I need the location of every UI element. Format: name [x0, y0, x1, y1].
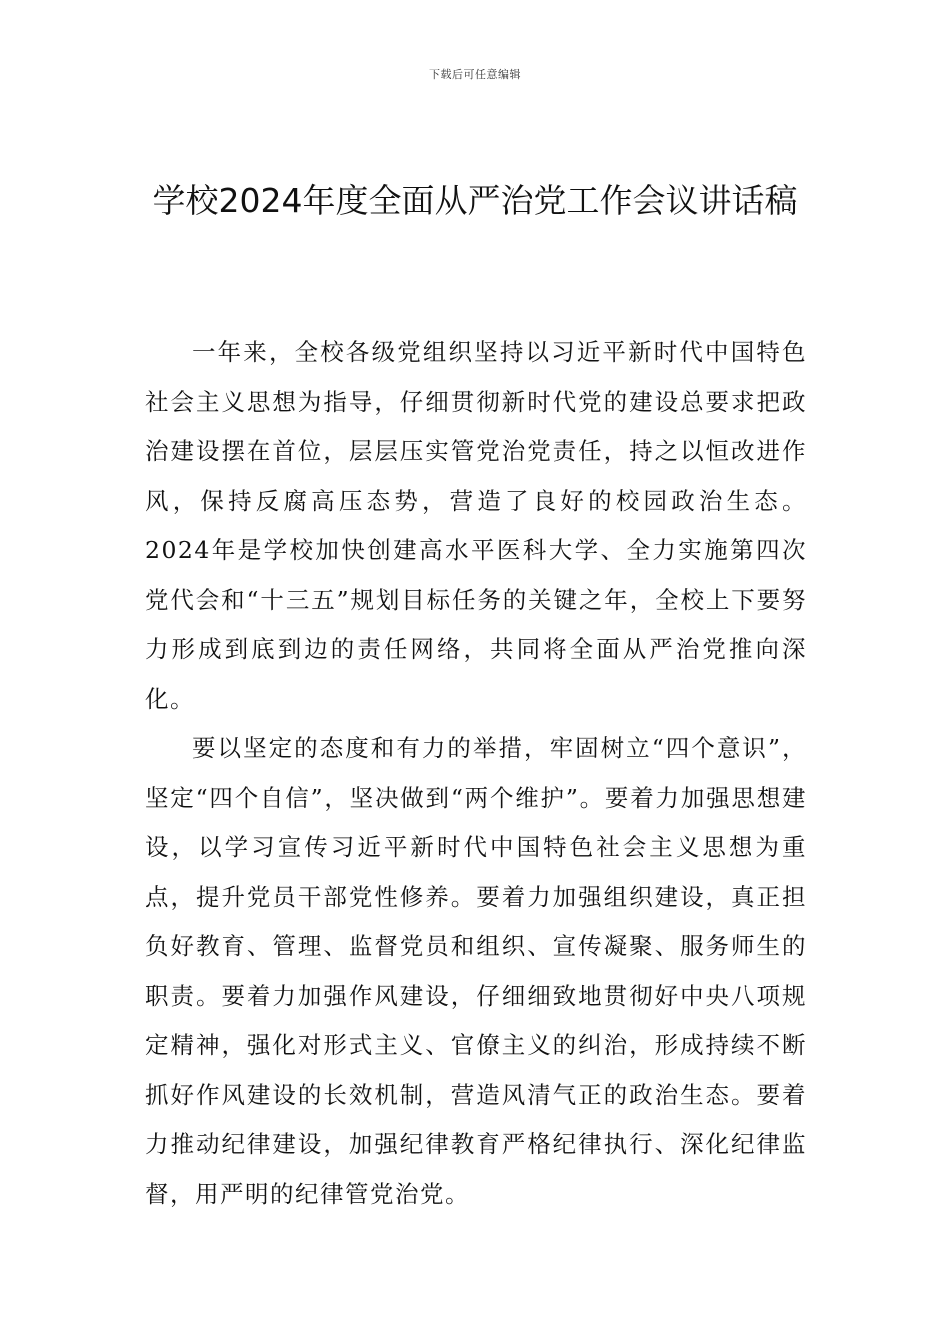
page-header-note: 下载后可任意编辑 [429, 68, 521, 81]
document-title: 学校2024年度全面从严治党工作会议讲话稿 [152, 181, 798, 220]
body-paragraph-1: 一年来，全校各级党组织坚持以习近平新时代中国特色社会主义思想为指导，仔细贯彻新时代党的建设总要求把政治建设摆在首位，层层压实管党治党责任，持之以恒改进作风，保持反腐高压态势，营造了良好的校园政治生态。2024年是学校加快创建高水平医科大学、全力实施第四次党代会和“十三五”规划目标任务的关键之年，全校上下要努力形成到底到边的责任网络，共同将全面从严治党推向深化。 [145, 338, 807, 713]
document-body [145, 328, 807, 1219]
body-paragraph-2: 要以坚定的态度和有力的举措，牢固树立“四个意识”，坚定“四个自信”，坚决做到“两个维护”。要着力加强思想建设，以学习宣传习近平新时代中国特色社会主义思想为重点，提升党员干部党性修养。要着力加强组织建设，真正担负好教育、管理、监督党员和组织、宣传凝聚、服务师生的职责。要着力加强作风建设，仔细细致地贯彻好中央八项规定精神，强化对形式主义、官僚主义的纠治，形成持续不断抓好作风建设的长效机制，营造风清气正的政治生态。要着力推动纪律建设，加强纪律教育严格纪律执行、深化纪律监督，用严明的纪律管党治党。 [145, 734, 807, 1208]
